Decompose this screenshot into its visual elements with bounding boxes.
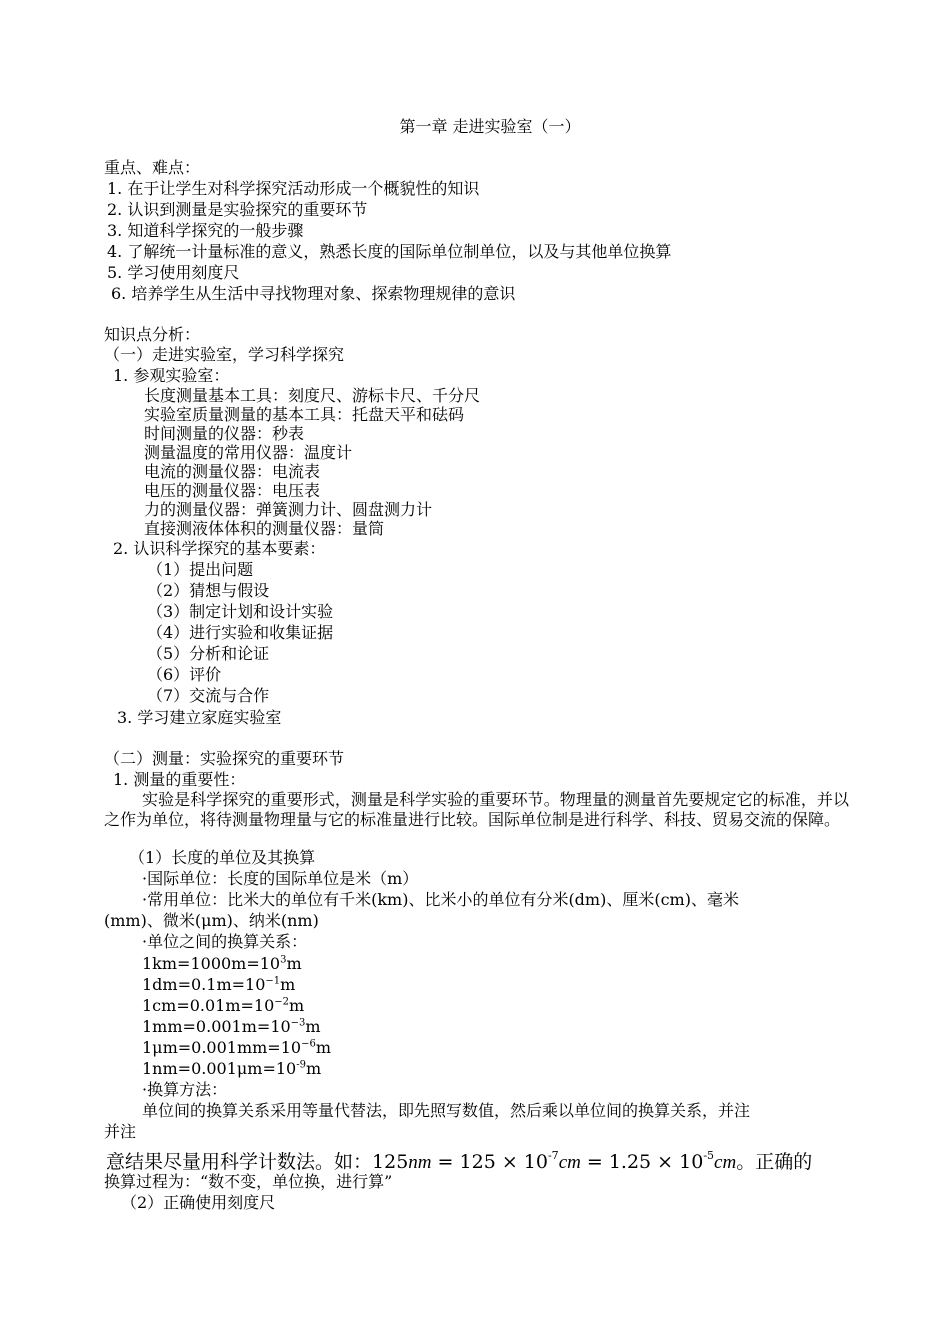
subsection-heading: （1）长度的单位及其换算: [129, 848, 316, 867]
text-line: 换算过程为：“数不变，单位换，进行算”: [104, 1172, 393, 1191]
paragraph: 实验是科学探究的重要形式，测量是科学实验的重要环节。物理量的测量首先要规定它的标准，并以之作为单位，将待测量物理量与它的标准量进行比较。国际单位制是进行科学、科技、贸易交流的保障。: [104, 790, 849, 829]
subsection-heading: 1. 测量的重要性：: [113, 770, 246, 789]
key-point-item: 6. 培养学生从生活中寻找物理对象、探索物理规律的意识: [111, 284, 516, 303]
list-item: （3）制定计划和设计实验: [147, 602, 334, 621]
page-title: 第一章 走进实验室（一）: [399, 117, 581, 136]
analysis-heading: 知识点分析：: [104, 325, 201, 344]
section-heading: （一）走进实验室，学习科学探究: [104, 345, 345, 364]
list-item: 电流的测量仪器：电流表: [144, 462, 321, 481]
conversion-row: $1cm=0.01m=10^{-2}m$: [142, 996, 305, 1015]
conversion-row: $1dm=0.1m=10^{-1}m$: [142, 975, 296, 994]
text-line: ·常用单位：比米大的单位有千米(km)、比米小的单位有分米(dm)、厘米(cm)、毫米: [142, 890, 739, 909]
conversion-row: $1nm=0.001\mu m=10^{-9}m$: [142, 1059, 322, 1078]
conversion-row: $1km=1000m=10^3m$: [142, 954, 302, 973]
list-item: 时间测量的仪器：秒表: [144, 424, 305, 443]
formula-line: 意结果尽量用科学计数法。如：$125nm = 125 \times 10^{-7}cm = 1.25 \times 10^{-5}cm$。正确的: [106, 1149, 813, 1173]
subsection-heading: 2. 认识科学探究的基本要素：: [113, 539, 326, 558]
list-item: （4）进行实验和收集证据: [147, 623, 334, 642]
key-point-item: 5. 学习使用刻度尺: [107, 263, 240, 282]
text-line: 单位间的换算关系采用等量代替法，即先照写数值，然后乘以单位间的换算关系，并注: [142, 1101, 751, 1120]
list-item: 电压的测量仪器：电压表: [144, 481, 321, 500]
list-item: （2）猜想与假设: [147, 581, 270, 600]
section-heading: （二）测量：实验探究的重要环节: [104, 749, 345, 768]
conversion-row: $1mm=0.001m=10^{-3}m$: [142, 1017, 321, 1036]
list-item: （5）分析和论证: [147, 644, 270, 663]
list-item: 测量温度的常用仪器：温度计: [144, 443, 353, 462]
list-item: （1）提出问题: [147, 560, 254, 579]
text-line: ·单位之间的换算关系：: [142, 932, 308, 951]
text-line: ·国际单位：长度的国际单位是米（m）: [142, 869, 419, 888]
subsection-heading: 1. 参观实验室：: [113, 366, 230, 385]
key-point-item: 2. 认识到测量是实验探究的重要环节: [107, 200, 368, 219]
subsection-heading: （2）正确使用刻度尺: [121, 1193, 276, 1212]
list-item: （7）交流与合作: [147, 686, 270, 705]
text-line: ·换算方法：: [142, 1080, 228, 1099]
key-point-item: 1. 在于让学生对科学探究活动形成一个概貌性的知识: [107, 179, 480, 198]
text-line: 并注: [104, 1122, 137, 1141]
list-item: 实验室质量测量的基本工具：托盘天平和砝码: [144, 405, 465, 424]
list-item: 长度测量基本工具：刻度尺、游标卡尺、千分尺: [144, 386, 481, 405]
conversion-row: $1\mu m=0.001mm=10^{-6}m$: [142, 1038, 331, 1057]
list-item: （6）评价: [147, 665, 222, 684]
key-points-heading: 重点、难点：: [104, 158, 201, 177]
key-point-item: 4. 了解统一计量标准的意义，熟悉长度的国际单位制单位，以及与其他单位换算: [107, 242, 672, 261]
key-point-item: 3. 知道科学探究的一般步骤: [107, 221, 304, 240]
subsection-heading: 3. 学习建立家庭实验室: [117, 708, 282, 727]
list-item: 直接测液体体积的测量仪器：量筒: [144, 519, 385, 538]
list-item: 力的测量仪器：弹簧测力计、圆盘测力计: [144, 500, 433, 519]
text-line: (mm)、微米(μm)、纳米(nm): [104, 911, 319, 930]
